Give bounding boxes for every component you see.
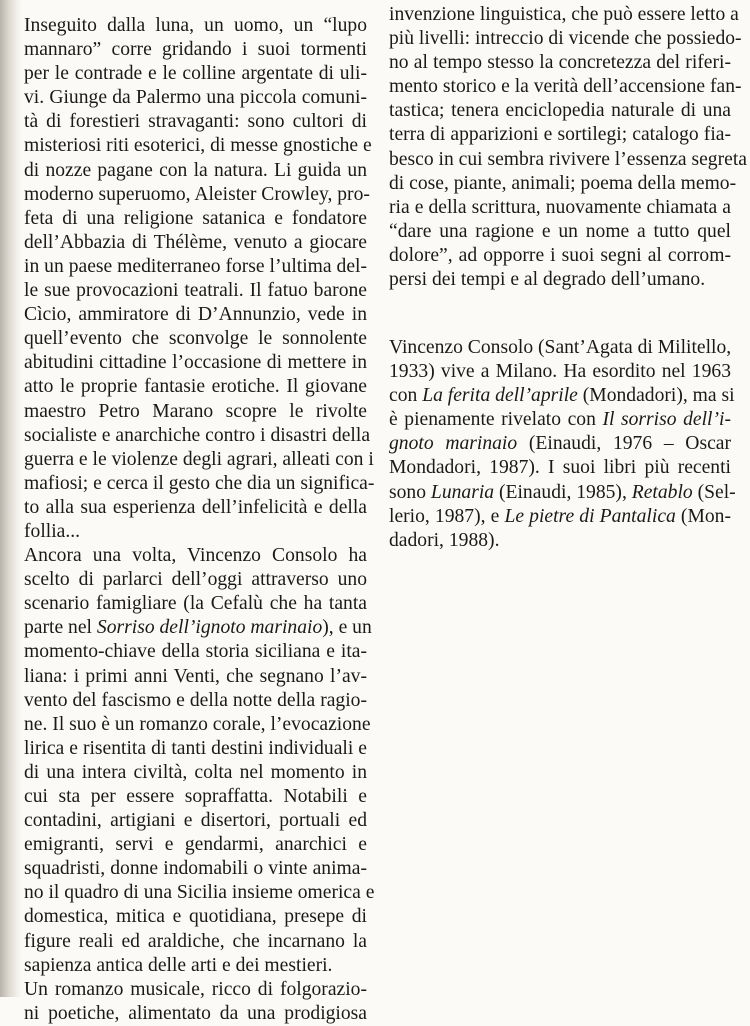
text-fragment: lerio, 1987), e	[389, 505, 505, 527]
text-line: le sue provocazioni teatrali. Il fatuo barone	[24, 280, 367, 302]
text-line: squadristi, donne indomabili o vinte anima-	[24, 858, 367, 880]
left-text-column	[24, 14, 375, 1026]
text-fragment: con	[389, 385, 423, 407]
text-line: vento del fascismo e della notte della ragio-	[24, 689, 367, 711]
text-fragment: parte nel	[24, 617, 97, 639]
text-line: atto le proprie fantasie erotiche. Il giovane	[24, 376, 367, 398]
text-line: moderno superuomo, Aleister Crowley, pro-	[24, 183, 370, 205]
text-line: no il quadro di una Sicilia insieme omerica e	[24, 882, 375, 904]
text-line: invenzione linguistica, che può essere letto a	[389, 4, 739, 25]
text-line: quell’evento che sconvolge le sonnolente	[24, 328, 367, 350]
text-line: di cose, piante, animali; poema della memo-	[389, 172, 737, 194]
italic-title: gnoto marinaio	[389, 433, 518, 455]
text-line: emigranti, servi e gendarmi, anarchici e	[24, 834, 367, 856]
text-line: figure reali ed araldiche, che incarnano la	[24, 930, 367, 952]
text-line: Mondadori, 1987). I suoi libri più recenti	[389, 457, 731, 479]
text-line: ria e della scrittura, nuovamente chiamata a	[389, 196, 731, 218]
page-binding-shadow	[0, 0, 22, 997]
text-line: contadini, artigiani e disertori, portuali ed	[24, 810, 367, 832]
text-line: follia...	[24, 520, 81, 542]
text-line	[389, 505, 731, 529]
text-line: Vincenzo Consolo (Sant’Agata di Militello,	[389, 337, 732, 358]
text-line: Un romanzo musicale, ricco di folgorazio-	[24, 978, 367, 1000]
text-line: to alla sua esperienza dell’infelicità e della	[24, 496, 367, 518]
text-line: guerra e le violenze degli agrari, alleati con i	[24, 448, 374, 470]
text-line	[389, 481, 736, 505]
text-line: mento storico e la verità dell’accensione fan-	[389, 76, 742, 98]
text-fragment: (Einaudi, 1976 – Oscar	[517, 433, 732, 455]
text-line: besco in cui sembra rivivere l’essenza segreta	[389, 148, 747, 170]
text-fragment: sono	[389, 481, 431, 503]
italic-title: Il sorriso dell’i-	[602, 409, 731, 431]
italic-title: Sorriso dell’ignoto marinaio	[96, 617, 323, 639]
text-line	[24, 616, 372, 640]
text-line: scenario famigliare (la Cefalù che ha tanta	[24, 593, 367, 615]
text-line: mafiosi; e cerca il gesto che dia un significa-	[24, 472, 375, 494]
right-text-column	[389, 3, 747, 292]
text-line: Cìcio, ammiratore di D’Annunzio, vede in	[24, 304, 367, 326]
text-fragment: è pienamente rivelato con	[389, 409, 603, 431]
text-line: ni poetiche, alimentato da una prodigiosa	[24, 1002, 367, 1024]
text-line: persi dei tempi e al degrado dell’umano.	[389, 269, 706, 291]
text-fragment: ), e un	[322, 617, 372, 639]
text-fragment: (Mondadori), ma si	[577, 385, 735, 407]
italic-title: Lunaria	[430, 481, 495, 503]
text-line: mannaro” corre gridando i suoi tormenti	[24, 39, 367, 61]
text-line: maestro Petro Marano scopre le rivolte	[24, 400, 367, 422]
text-line: di una intera civiltà, colta nel momento in	[24, 761, 367, 783]
text-line: cui sta per essere sopraffatta. Notabili e	[24, 786, 367, 807]
text-line: vi. Giunge da Palermo una piccola comuni-	[24, 87, 367, 109]
text-line: feta di una religione satanica e fondatore	[24, 207, 367, 229]
text-line: dadori, 1988).	[389, 529, 500, 551]
text-line: in un paese mediterraneo forse l’ultima del-	[24, 255, 367, 277]
text-line: lirica e risentita di tanti destini individuali e	[24, 737, 367, 759]
text-line: Ancora una volta, Vincenzo Consolo ha	[24, 545, 367, 567]
text-line: terra di apparizioni e sortilegi; catalogo fia-	[389, 124, 731, 146]
text-fragment: (Sel-	[692, 481, 736, 503]
text-line: per le contrade e le colline argentate di uli-	[24, 63, 367, 85]
text-line: ne. Il suo è un romanzo corale, l’evocazione	[24, 713, 371, 735]
text-line: socialiste e anarchiche contro i disastri della	[24, 424, 371, 446]
text-line: “dare una ragione e un nome a tutto quel	[389, 220, 731, 242]
text-line: sapienza antica delle arti e dei mestieri.	[24, 954, 333, 976]
text-line: liana: i primi anni Venti, che segnano l’av-	[24, 665, 367, 687]
italic-title: La ferita dell’aprile	[422, 385, 578, 407]
text-line	[389, 384, 735, 408]
text-line: abitudini cittadine l’occasione di mettere in	[24, 352, 367, 374]
text-line: misteriosi riti esoterici, di messe gnostiche e	[24, 135, 372, 157]
text-line: di nozze pagane con la natura. Li guida un	[24, 159, 367, 181]
text-line: tastica; tenera enciclopedia naturale di una	[389, 100, 731, 122]
text-fragment: (Einaudi, 1985),	[494, 481, 632, 503]
text-line	[389, 432, 731, 456]
text-line: più livelli: intreccio di vicende che possiedo-	[389, 28, 742, 50]
italic-title: Retablo	[631, 481, 693, 503]
text-fragment: (Mon-	[675, 505, 731, 527]
text-line: tà di forestieri stravaganti: sono cultori di	[24, 111, 367, 133]
text-line: momento-chiave della storia siciliana e ita-	[24, 641, 367, 663]
text-line: Inseguito dalla luna, un uomo, un “lupo	[24, 15, 367, 36]
text-line: dell’Abbazia di Thélème, venuto a giocare	[24, 231, 367, 253]
text-line: 1933) vive a Milano. Ha esordito nel 1963	[389, 361, 731, 383]
text-line	[389, 408, 731, 432]
author-bio	[389, 336, 736, 553]
text-line: scelto di parlarci dell’oggi attraverso uno	[24, 569, 367, 591]
text-line: dolore”, ad opporre i suoi segni al corrom-	[389, 244, 731, 266]
text-line: domestica, mitica e quotidiana, presepe di	[24, 906, 367, 928]
italic-title: Le pietre di Pantalica	[504, 505, 676, 527]
text-line: no al tempo stesso la concretezza del riferi-	[389, 52, 731, 74]
